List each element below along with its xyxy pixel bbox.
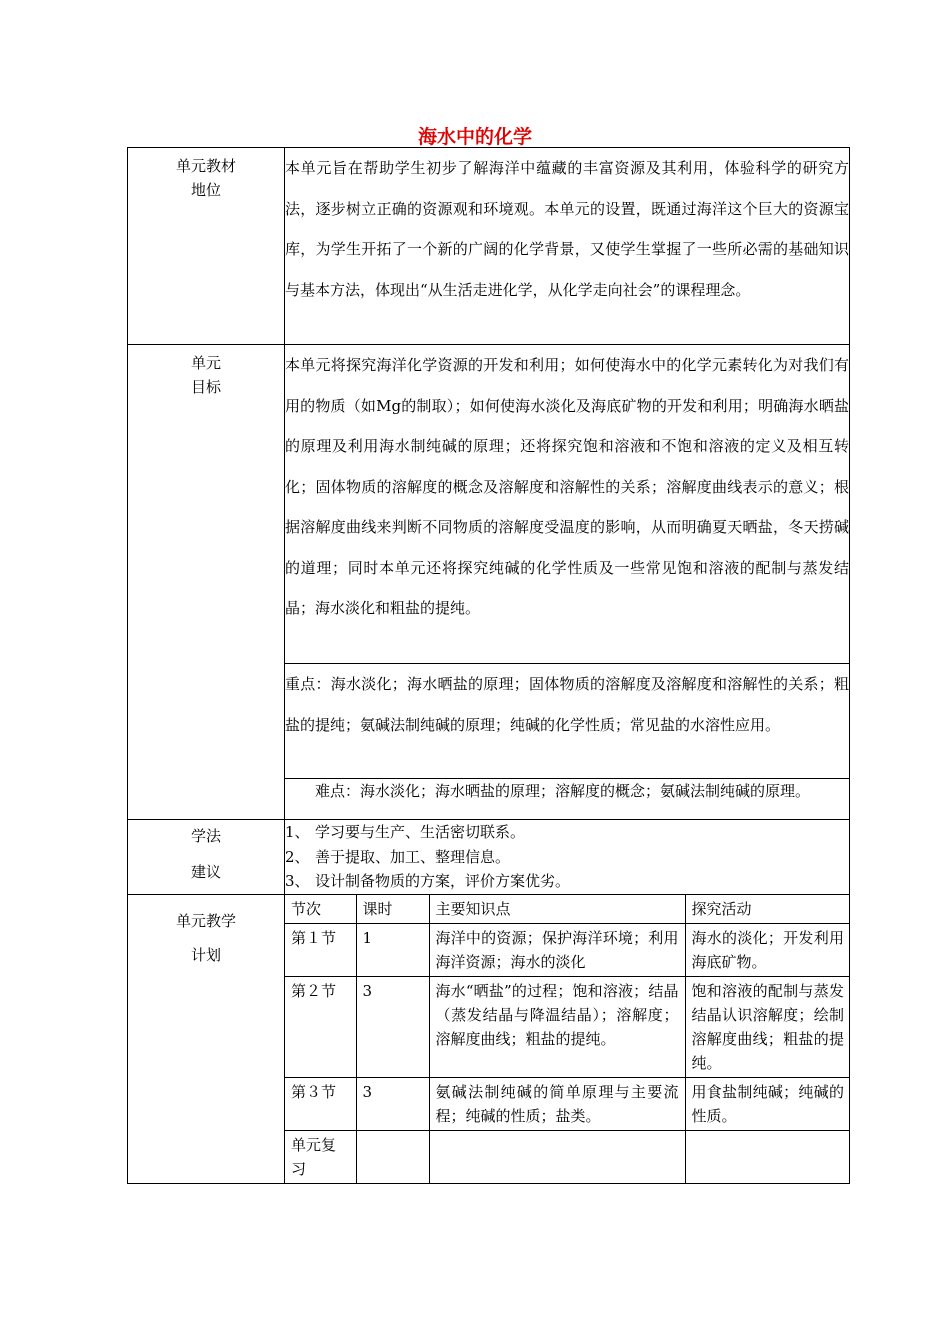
table-row: 单元复习 xyxy=(285,1130,850,1183)
header-hours: 课时 xyxy=(356,895,429,924)
list-item: 3、 设计制备物质的方案，评价方案优劣。 xyxy=(285,872,571,890)
table-row: 第１节 1 海洋中的资源；保护海洋环境；利用海洋资源；海水的淡化 海水的淡化；开发利用海底矿物。 xyxy=(285,923,850,976)
difficulties-text: 难点：海水淡化；海水晒盐的原理；溶解度的概念；氨碱法制纯碱的原理。 xyxy=(285,779,850,820)
header-section: 节次 xyxy=(285,895,356,924)
plan-label: 单元教学 计划 xyxy=(128,894,285,1183)
plan-row xyxy=(128,894,850,1183)
position-label: 单元教材 地位 xyxy=(128,148,285,345)
document-title: 海水中的化学 xyxy=(417,126,532,148)
unit-plan-table xyxy=(127,147,850,1184)
teaching-plan-table xyxy=(285,895,850,1183)
goals-row xyxy=(128,345,850,664)
header-knowledge: 主要知识点 xyxy=(429,895,685,924)
study-label: 学法 建议 xyxy=(128,820,285,895)
position-text: 本单元旨在帮助学生初步了解海洋中蕴藏的丰富资源及其利用，体验科学的研究方法，逐步树立正确的资源观和环境观。本单元的设置，既通过海洋这个巨大的资源宝库，为学生开拓了一个新的广阔的化学背景，又使学生掌握了一些所必需的基础知识与基本方法，体现出“从生活走进化学，从化学走向社会”的课程理念。 xyxy=(285,148,850,345)
goals-label: 单元 目标 xyxy=(128,345,285,820)
key-points-text: 重点：海水淡化；海水晒盐的原理；固体物质的溶解度及溶解度和溶解性的关系；粗盐的提纯；氨碱法制纯碱的原理；纯碱的化学性质；常见盐的水溶性应用。 xyxy=(285,664,850,779)
header-activity: 探究活动 xyxy=(685,895,850,924)
table-row: 第２节 3 海水“晒盐”的过程；饱和溶液；结晶（蒸发结晶与降温结晶）；溶解度；溶解度曲线；粗盐的提纯。 饱和溶液的配制与蒸发结晶认识溶解度；绘制溶解度曲线；粗盐的提纯。 xyxy=(285,976,850,1077)
table-row: 第３节 3 氨碱法制纯碱的简单原理与主要流程；纯碱的性质；盐类。 用食盐制纯碱；纯碱的性质。 xyxy=(285,1077,850,1130)
plan-cell xyxy=(285,894,850,1183)
study-row xyxy=(128,820,850,895)
list-item: 2、 善于提取、加工、整理信息。 xyxy=(285,847,511,866)
table-header-row xyxy=(285,895,850,924)
goals-text: 本单元将探究海洋化学资源的开发和利用；如何使海水中的化学元素转化为对我们有用的物质（如Mg的制取）；如何使海水淡化及海底矿物的开发和利用；明确海水晒盐的原理及利用海水制纯碱的原理；还将探究饱和溶液和不饱和溶液的定义及相互转化；固体物质的溶解度的概念及溶解度和溶解性的关系；溶解度曲线表示的意义；根据溶解度曲线来判断不同物质的溶解度受温度的影响，从而明确夏天晒盐，冬天捞碱的道理；同时本单元还将探究纯碱的化学性质及一些常见饱和溶液的配制与蒸发结晶；海水淡化和粗盐的提纯。 xyxy=(285,345,850,664)
position-row xyxy=(128,148,850,345)
list-item: 1、 学习要与生产、生活密切联系。 xyxy=(285,823,526,841)
study-suggestions xyxy=(285,820,850,895)
